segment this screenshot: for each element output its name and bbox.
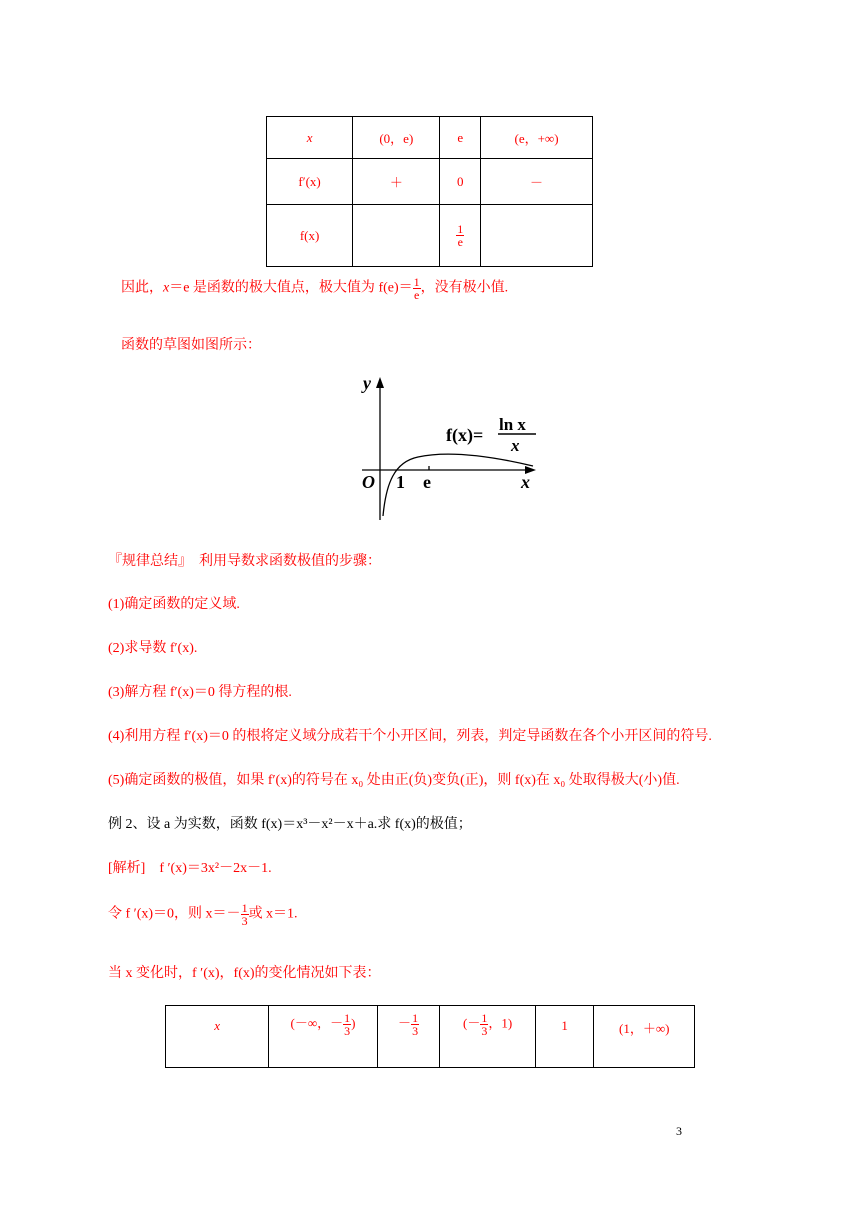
table1-cell [440, 205, 481, 267]
y-axis-arrow [376, 377, 384, 388]
summary-step: (5)确定函数的极值，如果 f′(x)的符号在 x₀ 处由正(负)变负(正)，则 f(x)在 x₀ 处取得极大(小)值. [108, 773, 680, 788]
function-graph [350, 372, 550, 522]
curve [383, 454, 533, 516]
table2-cell: (－ $\frac{1}{3}$ ，1) [440, 1006, 535, 1068]
fraction-one-over-e: $\frac{1}{e}$ [457, 222, 464, 249]
fraction: $\frac{1}{3}$ [241, 901, 248, 928]
table1-cell: f′(x) [267, 159, 353, 205]
summary-step: (3)解方程 f′(x)＝0 得方程的根. [108, 685, 292, 700]
table1-cell: (0，e) [353, 117, 440, 159]
summary-step: (4)利用方程 f′(x)＝0 的根将定义域分成若干个小开区间，列表，判定导函数在各个小开区间的符号. [108, 729, 712, 744]
table2-cell: x [166, 1006, 269, 1068]
example-2: 例 2、设 a 为实数，函数 f(x)＝x³－x²－x＋a.求 f(x)的极值； [108, 817, 472, 832]
fraction: $\frac{1}{3}$ [344, 1011, 351, 1038]
function-label: f(x)= [446, 425, 484, 445]
fraction: $\frac{1}{3}$ [481, 1011, 488, 1038]
summary-step: (1)确定函数的定义域. [108, 597, 240, 612]
summary-step: (2)求导数 f′(x). [108, 641, 198, 656]
x-label: x [521, 472, 530, 492]
table1-cell [481, 205, 593, 267]
page-number: 3 [676, 1124, 682, 1138]
derivative-table-1 [266, 116, 593, 267]
table1-cell: － [481, 159, 593, 205]
table1-cell: ＋ [353, 159, 440, 205]
solution-line-2: 令 f ′(x)＝0，则 x＝－ $\frac{1}{3}$ 或 x＝1. [108, 901, 298, 928]
conclusion-text: 因此，x＝e 是函数的极大值点，极大值为 f(e)＝ $\frac{1}{e}$ ，没有极小值. [121, 275, 509, 302]
tick-e-label: e [423, 472, 431, 492]
summary-title: 『规律总结』 利用导数求函数极值的步骤： [108, 554, 381, 569]
sketch-intro: 函数的草图如图所示： [121, 338, 261, 353]
y-label: y [363, 373, 371, 393]
table2-cell: 1 [535, 1006, 594, 1068]
table1-cell: x [267, 117, 353, 159]
fraction: $\frac{1}{e}$ [413, 275, 420, 302]
table1-cell [353, 205, 440, 267]
table1-cell: 0 [440, 159, 481, 205]
table2-cell: (1，＋∞) [594, 1006, 695, 1068]
derivative-table-2 [165, 1005, 695, 1068]
table1-cell: e [440, 117, 481, 159]
function-numerator: ln x [499, 415, 526, 434]
tick-1-label: 1 [396, 472, 405, 492]
solution-line-1: [解析] f ′(x)＝3x²－2x－1. [108, 861, 272, 876]
table1-cell: f(x) [267, 205, 353, 267]
table1-cell: (e，+∞) [481, 117, 593, 159]
table2-cell: (－∞，－ $\frac{1}{3}$ ) [269, 1006, 377, 1068]
function-denominator: x [511, 436, 520, 455]
table2-cell: － $\frac{1}{3}$ [377, 1006, 440, 1068]
solution-line-3: 当 x 变化时，f ′(x)，f(x)的变化情况如下表： [108, 966, 381, 981]
fraction: $\frac{1}{3}$ [412, 1011, 419, 1038]
origin-label: O [362, 472, 375, 492]
